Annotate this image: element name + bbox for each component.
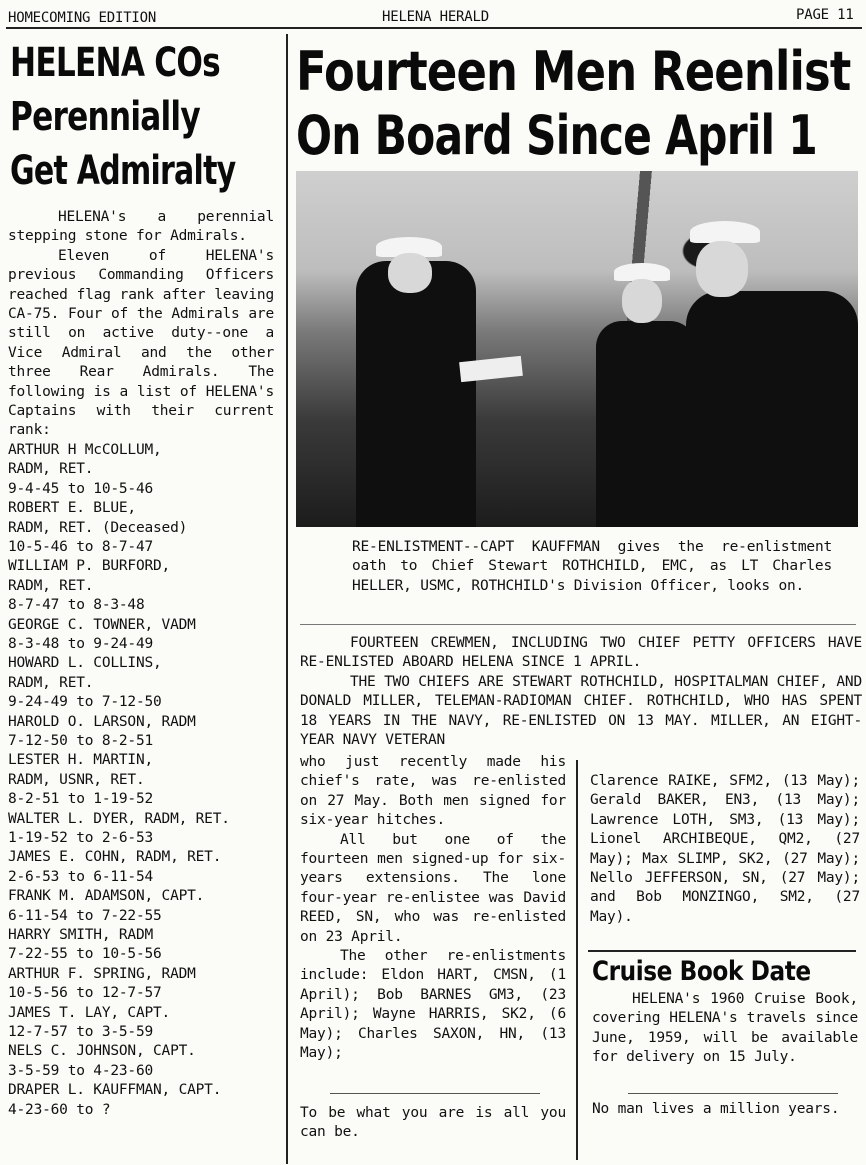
captain-line: JAMES T. LAY, CAPT. bbox=[8, 1004, 171, 1021]
captain-line: 1-19-52 to 2-6-53 bbox=[8, 830, 154, 846]
captain-line: WILLIAM P. BURFORD, bbox=[8, 558, 171, 575]
captain-line: HARRY SMITH, RADM bbox=[8, 927, 154, 944]
captain-line: RADM, RET. bbox=[8, 674, 94, 691]
col-a-para-2: All but one of the fourteen men signed-up for six-years extensions. The lone four-year re-enlistee was David REED, SN, who was re-enlisted on 23 April. bbox=[300, 831, 566, 945]
photo-face-captain bbox=[388, 253, 432, 293]
captain-line: LESTER H. MARTIN, bbox=[8, 752, 154, 769]
masthead-rule bbox=[6, 27, 862, 29]
captain-line: HOWARD L. COLLINS, bbox=[8, 655, 162, 672]
cruise-headline: Cruise Book Date bbox=[592, 956, 811, 987]
captain-line: RADM, USNR, RET. bbox=[8, 771, 145, 788]
col-a-para-3: The other re-enlistments include: Eldon HART, CMSN, (1 April); Bob BARNES GM3, (23 April); Wayne HARRIS, SK2, (6 May); Charles SAXON, HN, (13 May); bbox=[300, 948, 566, 1062]
captains-list bbox=[8, 441, 274, 1120]
captain-line: GEORGE C. TOWNER, VADM bbox=[8, 616, 196, 633]
photo-cap-officer bbox=[690, 221, 760, 243]
story-column-b: Clarence RAIKE, SFM2, (13 May); Gerald BAKER, EN3, (13 May); Lawrence LOTH, SM3, (13 May); Lionel ARCHIBEQUE, QM2, (27 May); Max SLIMP, SK2, (27 May); Nello JEFFERSON, SN, (27 May); and Bob MONZINGO, SM2, (27 May). bbox=[590, 773, 860, 925]
photo-figure-chief bbox=[596, 321, 696, 527]
captain-line: 4-23-60 to ? bbox=[8, 1101, 111, 1118]
captain-line: 9-24-49 to 7-12-50 bbox=[8, 694, 162, 711]
left-intro-2: Eleven of HELENA's previous Commanding Officers reached flag rank after leaving CA-75. Four of the Admirals are still on active duty--one a Vice Admiral and the other three Rear Admirals. The following is a list of HELENA's Captains with their current rank: bbox=[8, 247, 274, 439]
captain-line: 8-2-51 to 1-19-52 bbox=[8, 791, 154, 808]
captain-line: HAROLD O. LARSON, RADM bbox=[8, 713, 196, 730]
paper-name: HELENA HERALD bbox=[382, 9, 489, 25]
captain-line: RADM, RET. (Deceased) bbox=[8, 519, 188, 536]
edition-label: HOMECOMING EDITION bbox=[8, 10, 157, 26]
captain-line: ROBERT E. BLUE, bbox=[8, 500, 136, 517]
filler-left-rule bbox=[330, 1093, 540, 1094]
main-lead bbox=[300, 634, 862, 750]
captain-line: 6-11-54 to 7-22-55 bbox=[8, 907, 162, 924]
captain-line: 7-12-50 to 8-2-51 bbox=[8, 732, 154, 749]
captain-line: 7-22-55 to 10-5-56 bbox=[8, 946, 162, 963]
reenlistment-photo bbox=[296, 171, 858, 527]
left-intro-1: HELENA's a perennial stepping stone for Admirals. bbox=[8, 209, 274, 245]
captain-line: DRAPER L. KAUFFMAN, CAPT. bbox=[8, 1082, 222, 1099]
captain-line: FRANK M. ADAMSON, CAPT. bbox=[8, 888, 205, 905]
left-headline-line-2: Perennially bbox=[10, 94, 200, 140]
page-number: PAGE 11 bbox=[796, 7, 854, 23]
captain-line: NELS C. JOHNSON, CAPT. bbox=[8, 1043, 196, 1060]
captain-line: 10-5-46 to 8-7-47 bbox=[8, 538, 154, 555]
lead-paragraph-2: THE TWO CHIEFS ARE STEWART ROTHCHILD, HOSPITALMAN CHIEF, AND DONALD MILLER, TELEMAN-RADIOMAN CHIEF. ROTHCHILD, WHO HAS SPENT 18 YEARS IN THE NAVY, RE-ENLISTED ON 13 MAY. MILLER, AN EIGHT-YEAR NAVY VETERAN bbox=[300, 673, 862, 749]
column-a-b-rule bbox=[576, 760, 578, 1160]
left-article bbox=[8, 208, 274, 1120]
story-column-a bbox=[300, 753, 566, 1064]
photo-caption: RE-ENLISTMENT--CAPT KAUFFMAN gives the re-enlistment oath to Chief Stewart ROTHCHILD, EMC, as LT Charles HELLER, USMC, ROTHCHILD's Division Officer, looks on. bbox=[352, 539, 832, 594]
main-headline-line-2: On Board Since April 1 bbox=[296, 104, 817, 167]
photo-figure-captain bbox=[356, 261, 476, 527]
captain-line: ARTHUR H McCOLLUM, bbox=[8, 441, 162, 458]
lead-paragraph: FOURTEEN CREWMEN, INCLUDING TWO CHIEF PETTY OFFICERS HAVE RE-ENLISTED ABOARD HELENA SINCE 1 APRIL. bbox=[300, 635, 862, 671]
captain-line: WALTER L. DYER, RADM, RET. bbox=[8, 810, 230, 827]
captain-line: 10-5-56 to 12-7-57 bbox=[8, 985, 162, 1002]
cruise-body: HELENA's 1960 Cruise Book, covering HELENA's travels since June, 1959, will be available for delivery on 15 July. bbox=[592, 991, 858, 1066]
filler-right-rule bbox=[628, 1093, 838, 1094]
captain-line: JAMES E. COHN, RADM, RET. bbox=[8, 849, 222, 866]
masthead bbox=[8, 6, 860, 28]
filler-left: To be what you are is all you can be. bbox=[300, 1105, 566, 1141]
photo-face-officer bbox=[696, 241, 748, 297]
captain-line: 12-7-57 to 3-5-59 bbox=[8, 1024, 154, 1041]
left-headline-line-1: HELENA COs bbox=[10, 40, 220, 86]
photo-face-chief bbox=[622, 279, 662, 323]
left-headline-line-3: Get Admiralty bbox=[10, 148, 236, 194]
captain-line: ARTHUR F. SPRING, RADM bbox=[8, 965, 196, 982]
filler-right: No man lives a million years. bbox=[592, 1101, 840, 1117]
caption-rule bbox=[300, 624, 856, 625]
captain-line: 8-7-47 to 8-3-48 bbox=[8, 597, 145, 614]
captain-line: RADM, RET. bbox=[8, 461, 94, 478]
captain-line: 2-6-53 to 6-11-54 bbox=[8, 868, 154, 885]
captain-line: 8-3-48 to 9-24-49 bbox=[8, 635, 154, 652]
main-headline-line-1: Fourteen Men Reenlist bbox=[296, 40, 851, 103]
column-rule bbox=[286, 34, 288, 1164]
captain-line: 3-5-59 to 4-23-60 bbox=[8, 1062, 154, 1079]
col-a-para-1: who just recently made his chief's rate, was re-enlisted on 27 May. Both men signed for six-year hitches. bbox=[300, 754, 566, 829]
captain-line: 9-4-45 to 10-5-46 bbox=[8, 480, 154, 497]
captain-line: RADM, RET. bbox=[8, 577, 94, 594]
photo-figure-officer bbox=[686, 291, 858, 527]
column-b-rule bbox=[588, 950, 856, 952]
